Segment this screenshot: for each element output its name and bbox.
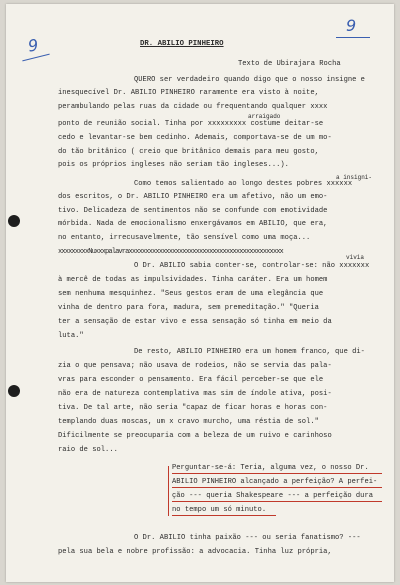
quote-line: no tempo um só minuto. bbox=[172, 506, 267, 514]
insertion-arraigado: arraigado bbox=[248, 113, 281, 120]
text-line: luta." bbox=[58, 332, 84, 340]
page-number-left: 9 bbox=[26, 35, 40, 56]
text-line: De resto, ABILIO PINHEIRO era um homem franco, que di- bbox=[134, 348, 365, 356]
quote-underline bbox=[172, 501, 382, 502]
quote-underline bbox=[172, 487, 382, 488]
text-line: à mercê de todas as impulsividades. Tinha caráter. Era um homem bbox=[58, 276, 328, 284]
quote-underline bbox=[172, 515, 276, 516]
text-line: no entanto, irrecusavelmente, tão sensível como uma moça... bbox=[58, 234, 311, 242]
text-line: cedo e levantar-se bem cedinho. Ademais, comportava-se de um mo- bbox=[58, 134, 332, 142]
text-line-struck: xxxxxxxxxNuxxxpalavraxxxxxxxxxxxxxxxxxxxxxxxxxxxxxxxxxxxxxxxxxxxxxx bbox=[58, 248, 283, 256]
text-line: O Dr. ABILIO tinha paixão --- ou seria fanatismo? --- bbox=[134, 534, 361, 542]
text-line: sem nenhuma mesquinhez. "Seus gestos eram de uma elegância que bbox=[58, 290, 324, 298]
text-line: Como temos salientado ao longo destes pobres xxxxxx bbox=[134, 180, 353, 188]
text-line: inesquecível Dr. ABILIO PINHEIRO raramente era visto à noite, bbox=[58, 89, 319, 97]
text-line: mórbida. Nada de emocionalismo enxergávamos em ABILIO, que era, bbox=[58, 220, 328, 228]
page-number-right: 9 bbox=[346, 16, 357, 35]
text-line: templando duas moscas, um x cravo murcho, uma réstia de sol." bbox=[58, 418, 319, 426]
text-line: tivo. Delicadeza de sentimentos não se confunde com emotividade bbox=[58, 207, 328, 215]
text-line: QUERO ser verdadeiro quando digo que o nosso insigne e bbox=[134, 76, 365, 84]
quote-margin-mark bbox=[168, 466, 169, 516]
page-number-left-stroke bbox=[22, 54, 49, 62]
byline: Texto de Ubirajara Rocha bbox=[238, 60, 341, 68]
text-line: pela sua bela e nobre profissão: a advocacia. Tinha luz própria, bbox=[58, 548, 332, 556]
text-line: ter a sensação de estar vivo e essa sensação só tinha em meio da bbox=[58, 318, 332, 326]
text-line: ponto de reunião social. Tinha por xxxxxxxxx costume deitar-se bbox=[58, 120, 324, 128]
text-line: vinha de dentro para fora, madura, sem premeditação." "Queria bbox=[58, 304, 319, 312]
text-line: perambulando pelas ruas da cidade ou frequentando qualquer xxxx bbox=[58, 103, 328, 111]
punch-hole-bottom bbox=[8, 385, 20, 397]
page-number-right-underline bbox=[336, 37, 370, 38]
punch-hole-top bbox=[8, 215, 20, 227]
insertion-vivia: vivia bbox=[346, 254, 365, 261]
typed-page bbox=[6, 4, 394, 582]
text-line: vras para esconder o pensamento. Era fácil perceber-se que ele bbox=[58, 376, 324, 384]
quote-line: Perguntar-se-á: Teria, alguma vez, o nosso Dr. bbox=[172, 464, 369, 472]
text-line: tiva. De tal arte, não seria "capaz de ficar horas e horas con- bbox=[58, 404, 328, 412]
text-line: do tão britânico ( creio que britânico demais para meu gosto, bbox=[58, 148, 319, 156]
text-line: pois os próprios ingleses não seriam tão ingleses...). bbox=[58, 161, 289, 169]
insertion-insignificancia: a insigni- bbox=[336, 174, 373, 181]
quote-line: ção --- queria Shakespeare --- a perfeição dura bbox=[172, 492, 374, 500]
document-title: DR. ABILIO PINHEIRO bbox=[140, 40, 224, 48]
quote-line: ABILIO PINHEIRO alcançado a perfeição? A perfei- bbox=[172, 478, 378, 486]
text-line: não era de natureza contemplativa mas sim de índole ativa, posi- bbox=[58, 390, 332, 398]
quote-underline bbox=[172, 473, 382, 474]
text-line: Dificilmente se preocuparia com a beleza de um ruivo e carinhoso bbox=[58, 432, 332, 440]
text-line: raio de sol... bbox=[58, 446, 118, 454]
text-line: zia o que pensava; não usava de rodeios, não se servia das pala- bbox=[58, 362, 332, 370]
text-line: dos escritos, o Dr. ABILIO PINHEIRO era um afetivo, não um emo- bbox=[58, 193, 328, 201]
text-line: O Dr. ABILIO sabia conter-se, controlar-se: não xxxxxxx bbox=[134, 262, 370, 270]
